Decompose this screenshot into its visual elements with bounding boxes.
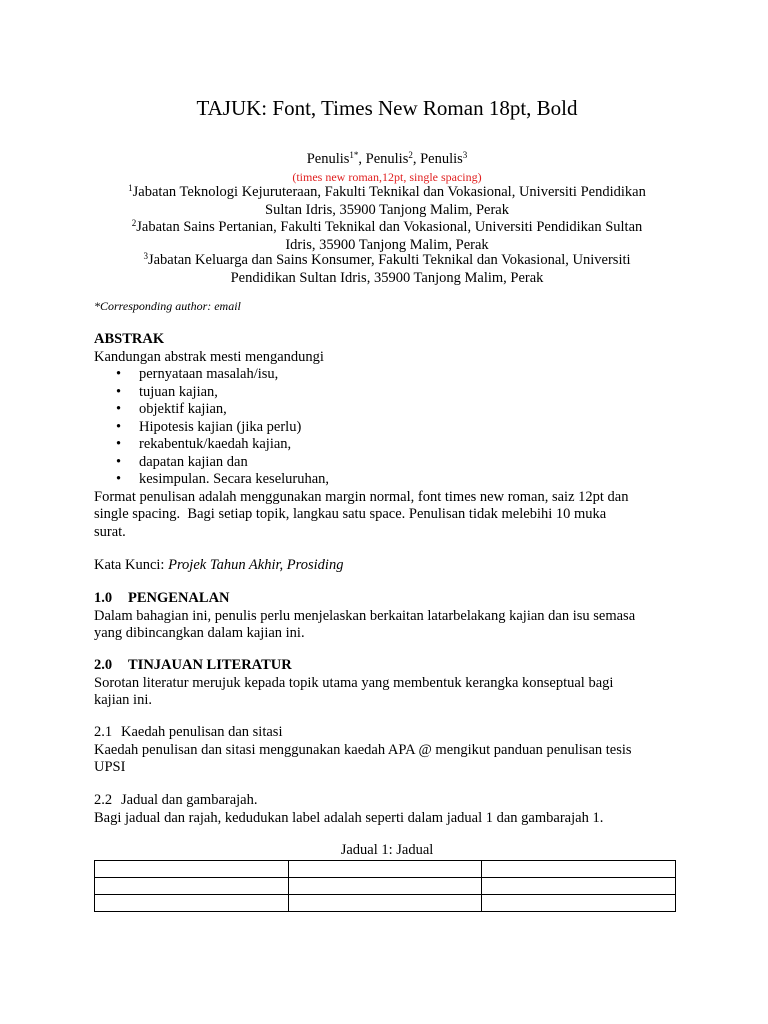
section-pengenalan [94,590,680,643]
list-item-text: kesimpulan. Secara keseluruhan, [139,471,330,487]
subsection-jadual [94,792,680,827]
affiliation-superscript: 1 [128,183,133,193]
affiliation-line: Jabatan Teknologi Kejuruteraan, Fakulti Teknikal dan Vokasional, Universiti Pendidikan [132,184,646,200]
table-cell [482,861,676,878]
bullet-icon: • [116,453,122,470]
author-format-note: (times new roman,12pt, single spacing) [292,170,482,184]
list-item-text: dapatan kajian dan [139,453,248,470]
affiliation-line: Pendidikan Sultan Idris, 35900 Tanjong Malim, Perak [230,269,544,286]
table-row [95,895,676,912]
list-item [94,454,680,472]
affiliation-line: Jabatan Keluarga dan Sains Konsumer, Fakulti Teknikal dan Vokasional, Universiti [147,252,631,268]
table-row [95,861,676,878]
subsection-heading [94,792,680,810]
author-name: Penulis [365,151,409,167]
table-cell [95,861,289,878]
table-cell [95,878,289,895]
corresponding-author: *Corresponding author: email [94,299,241,313]
affiliation-1 [94,184,680,219]
affiliation-line: Idris, 35900 Tanjong Malim, Perak [285,236,489,253]
author-separator: , [412,151,421,167]
paragraph-line: yang dibincangkan dalam kajian ini. [94,625,305,641]
list-item-text: pernyataan masalah/isu, [139,366,279,382]
table-cell [95,895,289,912]
author-name: Penulis [306,151,350,167]
keywords-label: Kata Kunci: [94,557,169,573]
list-item-text: Hipotesis kajian (jika perlu) [139,418,302,435]
section-heading [94,590,680,608]
section-heading [94,657,680,675]
affiliation-superscript: 2 [131,218,137,228]
affiliation-line: Jabatan Sains Pertanian, Fakulti Teknikal dan Vokasional, Universiti Pendidikan Sultan [136,219,643,235]
section-title: TINJAUAN LITERATUR [128,657,292,673]
table-cell [482,878,676,895]
list-item [94,471,680,489]
affiliation-line: Sultan Idris, 35900 Tanjong Malim, Perak [265,201,509,218]
abstract-bullet-list [94,366,680,489]
section-tinjauan-literatur [94,657,680,710]
bullet-icon: • [116,418,122,435]
paragraph-line: kajian ini. [94,692,152,708]
bullet-icon: • [116,471,122,487]
affiliation-3 [94,252,680,287]
list-item [94,419,680,437]
subsection-title: Kaedah penulisan dan sitasi [121,724,283,740]
table-caption: Jadual 1: Jadual [340,842,434,858]
keywords-value: Projek Tahun Akhir, Prosiding [168,557,344,573]
list-item [94,436,680,454]
bullet-icon: • [116,401,122,417]
author-superscript: 1* [349,150,359,160]
subsection-title: Jadual dan gambarajah. [121,792,258,808]
list-item [94,401,680,419]
section-number: 2.0 [94,657,113,673]
paragraph-line: Dalam bahagian ini, penulis perlu menjelaskan berkaitan latarbelakang kajian dan isu semasa [94,607,636,624]
author-superscript: 3 [462,150,468,160]
list-item-text: tujuan kajian, [139,383,218,400]
table-cell [288,895,482,912]
affiliation-superscript: 3 [143,251,148,261]
section-number: 1.0 [94,590,113,606]
table-row [95,878,676,895]
paragraph-line: surat. [94,523,126,540]
list-item [94,366,680,384]
subsection-number: 2.1 [94,724,113,740]
subsection-kaedah-penulisan [94,724,680,777]
section-title: PENGENALAN [128,590,230,606]
abstract-section [94,331,680,541]
empty-table [94,860,676,912]
list-item [94,384,680,402]
paper-title: TAJUK: Font, Times New Roman 18pt, Bold [196,96,578,120]
paragraph-line: Bagi jadual dan rajah, kedudukan label adalah seperti dalam jadual 1 dan gambarajah 1. [94,809,604,826]
table-cell [288,878,482,895]
list-item-text: rekabentuk/kaedah kajian, [139,436,292,452]
bullet-icon: • [116,366,122,382]
paragraph-line: Sorotan literatur merujuk kepada topik utama yang membentuk kerangka konseptual bagi [94,674,614,691]
list-item-text: objektif kajian, [139,401,227,417]
paragraph-line: Kaedah penulisan dan sitasi menggunakan kaedah APA @ mengikut panduan penulisan tesis [94,741,632,758]
author-separator: , [358,151,366,167]
subsection-heading [94,724,680,742]
author-superscript: 2 [408,150,413,160]
table-cell [482,895,676,912]
table-cell [288,861,482,878]
keywords [94,557,680,575]
paragraph-line: single spacing. Bagi setiap topik, langkau satu space. Penulisan tidak melebihi 10 muka [94,506,607,522]
abstract-heading: ABSTRAK [94,331,165,347]
bullet-icon: • [116,436,122,452]
abstract-intro: Kandungan abstrak mesti mengandungi [94,348,324,365]
abstract-format-text [94,489,680,542]
subsection-number: 2.2 [94,792,113,808]
author-name: Penulis [420,151,463,167]
author-line [94,151,680,169]
paragraph-line: Format penulisan adalah menggunakan margin normal, font times new roman, saiz 12pt dan [94,488,629,505]
bullet-icon: • [116,383,122,400]
affiliation-2 [94,219,680,254]
paragraph-line: UPSI [94,759,126,775]
